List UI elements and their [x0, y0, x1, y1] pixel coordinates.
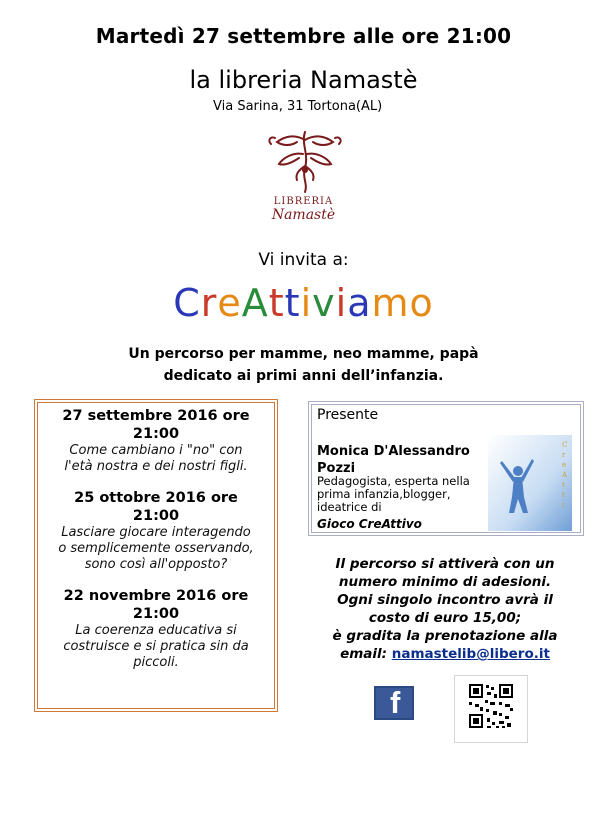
presenter-bio-line: Pedagogista, esperta nella: [317, 474, 470, 488]
subtitle-line: dedicato ai primi anni dell’infanzia.: [163, 368, 444, 384]
presenter-product: Gioco CreAttivo: [317, 517, 422, 531]
session-description: costruisce e si pratica sin da: [63, 639, 249, 654]
svg-text:t: t: [562, 481, 565, 489]
info-line: Il percorso si attiverà con un: [335, 556, 555, 572]
logo-text-libreria: LIBRERIA: [273, 196, 334, 207]
title-letter: m: [371, 281, 410, 325]
title-letter: A: [241, 281, 269, 325]
session-description: l'età nostra e dei nostri figli.: [64, 459, 248, 474]
svg-text:r: r: [562, 451, 566, 459]
svg-text:t: t: [562, 491, 565, 499]
session-date: 25 ottobre 2016 ore: [74, 490, 238, 506]
logo-text-namaste: Namastè: [271, 207, 336, 223]
presenter-bio-line: ideatrice di: [317, 500, 382, 514]
session-item: [38, 407, 274, 475]
title-letter: C: [173, 281, 201, 325]
session-date: 22 novembre 2016 ore: [63, 588, 249, 604]
presenter-name: [317, 443, 497, 477]
session-description: o semplicemente osservando,: [58, 541, 254, 556]
title-letter: a: [347, 281, 372, 325]
info-line: costo di euro 15,00;: [368, 610, 522, 626]
event-subtitle: [0, 343, 607, 387]
presenter-box: [311, 404, 581, 533]
session-item: [38, 489, 274, 573]
title-letter: o: [409, 281, 434, 325]
subtitle-line: Un percorso per mamme, neo mamme, papà: [128, 346, 479, 362]
info-line: è gradita la prenotazione alla: [332, 628, 558, 644]
email-prefix: email:: [340, 646, 392, 662]
session-description: Come cambiano i "no" con: [69, 443, 243, 458]
bookstore-address: Via Sarina, 31 Tortona(AL): [213, 99, 383, 114]
event-title: [0, 281, 607, 325]
session-description: La coerenza educativa si: [75, 623, 237, 638]
info-line: numero minimo di adesioni.: [338, 574, 552, 590]
presenter-bio-line: prima infanzia,blogger,: [317, 487, 451, 501]
session-description: Lasciare giocare interagendo: [61, 525, 251, 540]
svg-text:e: e: [562, 461, 567, 469]
svg-text:i: i: [562, 501, 565, 509]
session-description: piccoli.: [133, 655, 179, 670]
title-letter: i: [300, 281, 313, 325]
facebook-icon[interactable]: [374, 686, 414, 720]
title-letter: t: [268, 281, 285, 325]
session-date: 27 settembre 2016 ore: [62, 408, 250, 424]
info-block: [322, 555, 568, 663]
session-time: 21:00: [132, 606, 180, 622]
event-date-heading: Martedì 27 settembre alle ore 21:00: [95, 24, 512, 48]
email-line: [322, 645, 568, 663]
email-link[interactable]: namastelib@libero.it: [391, 646, 550, 662]
presenter-name-line: Monica D'Alessandro: [317, 444, 470, 459]
info-line: Ogni singolo incontro avrà il: [337, 592, 553, 608]
session-description: sono così all'opposto?: [84, 557, 228, 572]
sessions-box: [37, 402, 275, 709]
presenter-bio: [317, 475, 495, 514]
title-letter: e: [217, 281, 242, 325]
title-letter: v: [312, 281, 336, 325]
presenter-name-line: Pozzi: [317, 461, 356, 476]
title-letter: t: [284, 281, 301, 325]
facebook-letter: f: [390, 685, 401, 720]
svg-text:C: C: [562, 441, 568, 449]
session-time: 21:00: [132, 508, 180, 524]
session-item: [38, 587, 274, 671]
title-letter: r: [200, 281, 218, 325]
title-letter: i: [335, 281, 348, 325]
session-time: 21:00: [132, 426, 180, 442]
presenter-label: Presente: [317, 407, 379, 423]
bookstore-name: la libreria Namastè: [189, 66, 418, 94]
svg-text:A: A: [562, 471, 568, 479]
child-silhouette-icon: [488, 435, 572, 531]
qr-code-icon[interactable]: [454, 675, 528, 743]
invite-text: Vi invita a:: [258, 250, 349, 270]
